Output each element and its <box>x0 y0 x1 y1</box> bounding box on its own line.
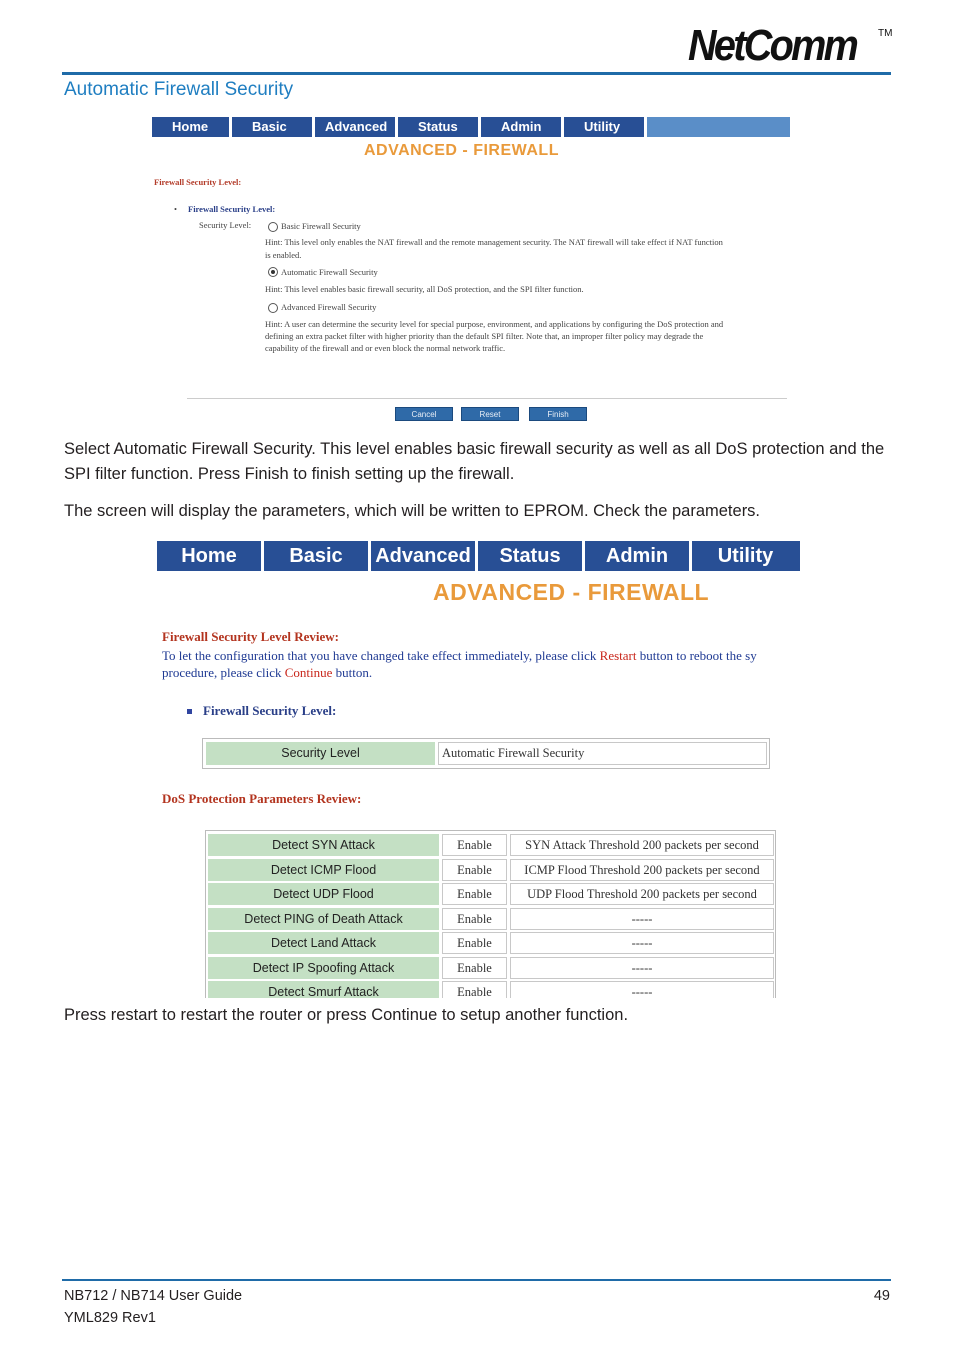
review-text: To let the configuration that you have changed take effect immediately, please click <box>162 648 600 663</box>
option-basic-hint: Hint: This level only enables the NAT firewall and the remote management security. The NAT firewall will take effect if NAT function <box>265 237 723 247</box>
nav-utility[interactable]: Utility <box>717 545 774 567</box>
section-title: Automatic Firewall Security <box>64 79 294 100</box>
option-advanced-label: Advanced Firewall Security <box>281 302 377 312</box>
nav-home[interactable]: Home <box>152 117 232 137</box>
dos-status: Enable <box>442 981 507 998</box>
nav-filler <box>647 117 790 137</box>
nav-bar <box>157 541 800 571</box>
table-row <box>206 883 777 905</box>
option-advanced-hint2: defining an extra packet filter with higher priority than the default SPI filter. Note that, an improper filter policy may degrade the <box>265 331 704 341</box>
security-level-label: Security Level <box>206 742 435 765</box>
dos-name: Detect PING of Death Attack <box>208 908 439 930</box>
option-automatic-label: Automatic Firewall Security <box>281 267 378 277</box>
table-row <box>206 981 777 998</box>
screenshot-firewall-settings <box>152 117 790 427</box>
dos-title: DoS Protection Parameters Review: <box>162 791 362 806</box>
footer-rule <box>62 1279 891 1281</box>
security-level-value: Automatic Firewall Security <box>438 742 767 765</box>
nav-advanced[interactable]: Advanced <box>315 117 398 137</box>
table-row <box>206 957 777 979</box>
option-automatic-hint: Hint: This level enables basic firewall security, all DoS protection, and the SPI filter function. <box>265 284 584 294</box>
brand-name: NetComm <box>688 21 857 70</box>
option-basic-hint2: is enabled. <box>265 250 302 260</box>
table-row <box>206 932 777 954</box>
radio-advanced[interactable] <box>268 303 278 313</box>
footer-revision: YML829 Rev1 <box>64 1310 156 1326</box>
security-level-label: Security Level: <box>199 220 252 230</box>
bullet-dot: • <box>174 204 177 214</box>
dos-status: Enable <box>442 834 507 856</box>
review-line-1 <box>162 648 757 664</box>
cancel-button[interactable]: Cancel <box>395 407 453 421</box>
dos-name: Detect UDP Flood <box>208 883 439 905</box>
dos-table <box>205 830 776 998</box>
table-row <box>206 859 777 881</box>
review-text: procedure, please click <box>162 665 285 680</box>
bullet-square <box>187 709 192 714</box>
review-text: button to reboot the sy <box>636 648 757 663</box>
reset-button[interactable]: Reset <box>461 407 519 421</box>
option-advanced-hint3: capability of the firewall and or even block the normal network traffic. <box>265 343 506 353</box>
finish-button[interactable]: Finish <box>529 407 587 421</box>
section-label: Firewall Security Level: <box>154 177 242 187</box>
page-heading: ADVANCED - FIREWALL <box>433 579 710 605</box>
dos-detail: ----- <box>510 981 774 998</box>
table-row <box>206 834 777 856</box>
continue-link[interactable]: Continue <box>284 665 333 680</box>
paragraph-select: Select Automatic Firewall Security. This level enables basic firewall security as well as all DoS protection and the SPI filter function. Press Finish to finish setting up the firewall. <box>64 440 885 483</box>
firewall-level-label: Firewall Security Level: <box>203 703 337 718</box>
dos-status: Enable <box>442 859 507 881</box>
restart-link[interactable]: Restart <box>599 648 637 663</box>
dos-detail: SYN Attack Threshold 200 packets per second <box>510 834 774 856</box>
table-row <box>206 908 777 930</box>
nav-admin[interactable]: Admin <box>481 117 564 137</box>
page-heading: ADVANCED - FIREWALL <box>364 142 559 159</box>
dos-name: Detect SYN Attack <box>208 834 439 856</box>
nav-basic[interactable]: Basic <box>232 117 315 137</box>
dos-name: Detect Smurf Attack <box>208 981 439 998</box>
footer-guide: NB712 / NB714 User Guide <box>64 1288 243 1304</box>
review-text: button. <box>332 665 373 680</box>
screenshot-firewall-review <box>157 541 800 998</box>
nav-bar <box>152 117 790 137</box>
nav-advanced[interactable]: Advanced <box>371 541 478 571</box>
nav-home[interactable]: Home <box>157 541 264 571</box>
page-number: 49 <box>873 1288 890 1304</box>
nav-status[interactable]: Status <box>478 541 585 571</box>
dos-detail: ICMP Flood Threshold 200 packets per second <box>510 859 774 881</box>
nav-basic[interactable]: Basic <box>264 541 371 571</box>
dos-name: Detect Land Attack <box>208 932 439 954</box>
paragraph-parameters: The screen will display the parameters, which will be written to EPROM. Check the parameters. <box>64 502 761 520</box>
header-rule <box>62 72 891 75</box>
nav-status[interactable]: Status <box>398 117 481 137</box>
dos-detail: UDP Flood Threshold 200 packets per second <box>510 883 774 905</box>
dos-status: Enable <box>442 883 507 905</box>
trademark-mark: TM <box>878 28 893 39</box>
radio-basic[interactable] <box>268 222 278 232</box>
option-advanced-hint: Hint: A user can determine the security level for special purpose, environment, and applications by configuring the DoS protection and <box>265 319 724 329</box>
dos-status: Enable <box>442 908 507 930</box>
bullet-label: Firewall Security Level: <box>188 204 276 214</box>
dos-name: Detect IP Spoofing Attack <box>208 957 439 979</box>
dos-status: Enable <box>442 932 507 954</box>
nav-admin[interactable]: Admin <box>585 541 692 571</box>
dos-detail: ----- <box>510 932 774 954</box>
divider <box>187 398 787 399</box>
review-title: Firewall Security Level Review: <box>162 629 340 644</box>
security-level-table <box>202 738 770 769</box>
dos-detail: ----- <box>510 957 774 979</box>
dos-detail: ----- <box>510 908 774 930</box>
dos-name: Detect ICMP Flood <box>208 859 439 881</box>
option-basic-label: Basic Firewall Security <box>281 221 361 231</box>
dos-status: Enable <box>442 957 507 979</box>
nav-utility[interactable]: Utility <box>564 117 647 137</box>
review-line-2 <box>162 665 372 681</box>
netcomm-logo <box>688 22 893 72</box>
radio-automatic[interactable] <box>268 267 278 277</box>
paragraph-restart: Press restart to restart the router or press Continue to setup another function. <box>64 1006 629 1024</box>
